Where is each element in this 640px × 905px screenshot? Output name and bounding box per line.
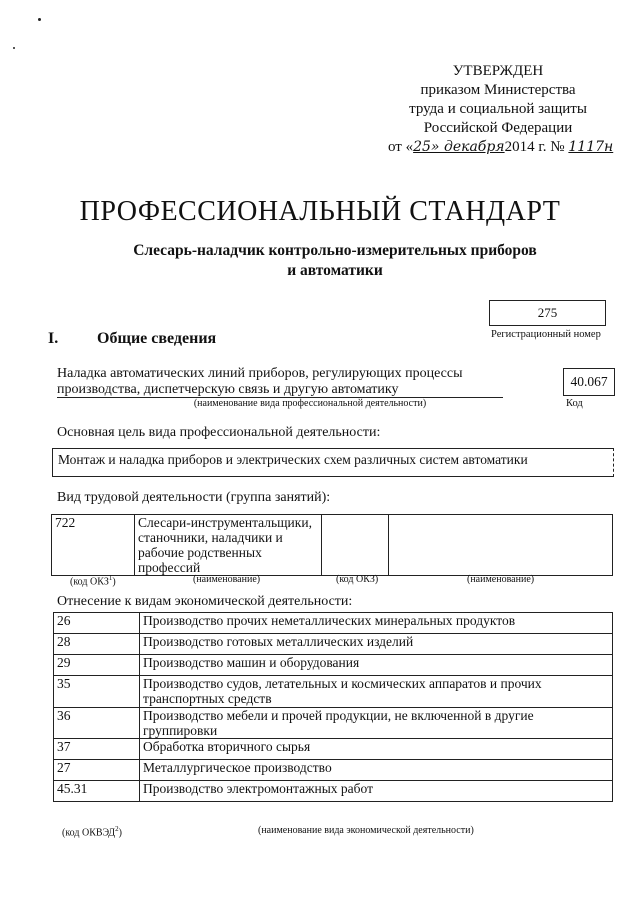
okved-name: Металлургическое производство	[140, 760, 613, 781]
goal-label: Основная цель вида профессиональной деятельности:	[57, 425, 381, 440]
activity-code-caption: Код	[566, 398, 583, 409]
okved-name: Производство готовых металлических изделий	[140, 634, 613, 655]
okved-code: 37	[54, 739, 140, 760]
order-number: 1117н	[568, 139, 614, 155]
activity-name: Наладка автоматических линий приборов, регулирующих процессы производства, диспетчерскую связь и другую автоматику	[57, 366, 463, 397]
activity-caption: (наименование вида профессиональной деятельности)	[193, 398, 427, 409]
approval-line: УТВЕРЖДЕН	[452, 63, 544, 79]
approval-line: приказом Министерства	[420, 82, 576, 98]
scan-dot	[13, 47, 15, 49]
economic-table	[53, 612, 613, 802]
economic-label: Отнесение к видам экономической деятельности:	[57, 594, 353, 609]
registration-number: 275	[489, 300, 606, 326]
scan-dot	[38, 18, 41, 21]
approval-date-line	[388, 138, 614, 157]
registration-label: Регистрационный номер	[491, 329, 601, 340]
okz-name2-caption: (наименование)	[467, 574, 535, 585]
table-row	[54, 655, 613, 676]
okved-code: 36	[54, 708, 140, 739]
table-row	[54, 739, 613, 760]
okved-code: 27	[54, 760, 140, 781]
occupation-group-label: Вид трудовой деятельности (группа занятий):	[57, 490, 331, 505]
subtitle-line: и автоматики	[287, 262, 383, 279]
approval-block	[388, 62, 614, 157]
date-suffix: 2014 г. №	[504, 139, 565, 155]
goal-text: Монтаж и наладка приборов и электрических схем различных систем автоматики	[58, 452, 528, 467]
okz-name-caption: (наименование)	[193, 574, 261, 585]
okz-name-2	[389, 515, 613, 576]
okz-code2-caption: (код ОКЗ)	[336, 574, 379, 585]
okved-name: Производство судов, летательных и космических аппаратов и прочих транспортных средств	[140, 676, 613, 708]
okved-code: 28	[54, 634, 140, 655]
table-row	[54, 708, 613, 739]
okved-name-caption: (наименование вида экономической деятельности)	[258, 825, 474, 836]
table-row	[54, 781, 613, 802]
table-row	[52, 515, 613, 576]
table-row	[54, 676, 613, 708]
document-subtitle	[0, 241, 640, 281]
subtitle-line: Слесарь-наладчик контрольно-измерительных приборов	[133, 242, 537, 259]
okved-name: Производство электромонтажных работ	[140, 781, 613, 802]
document-title: ПРОФЕССИОНАЛЬНЫЙ СТАНДАРТ	[79, 196, 561, 227]
section-number: I.	[48, 330, 59, 347]
table-row	[54, 760, 613, 781]
okved-name: Обработка вторичного сырья	[140, 739, 613, 760]
okz-name: Слесари-инструментальщики, станочники, наладчики и рабочие родственных профессий	[135, 515, 322, 576]
okved-code: 29	[54, 655, 140, 676]
okved-code-caption: (код ОКВЭД$^2$)	[62, 825, 122, 839]
date-handwritten: 25» декабря	[413, 139, 505, 155]
activity-code: 40.067	[563, 368, 615, 396]
approval-line: труда и социальной защиты	[409, 101, 587, 117]
okved-name: Производство машин и оборудования	[140, 655, 613, 676]
okved-code: 45.31	[54, 781, 140, 802]
table-row	[54, 613, 613, 634]
occupation-table	[51, 514, 613, 576]
okz-code-2	[322, 515, 389, 576]
okz-code: 722	[52, 515, 135, 576]
section-title: Общие сведения	[97, 330, 217, 347]
okved-name: Производство прочих неметаллических минеральных продуктов	[140, 613, 613, 634]
okved-code: 35	[54, 676, 140, 708]
date-prefix: от «	[388, 139, 414, 155]
okz-code-caption: (код ОКЗ$^1$)	[70, 574, 116, 588]
approval-line: Российской Федерации	[423, 120, 573, 136]
table-row	[54, 634, 613, 655]
okved-name: Производство мебели и прочей продукции, не включенной в другие группировки	[140, 708, 613, 739]
okved-code: 26	[54, 613, 140, 634]
